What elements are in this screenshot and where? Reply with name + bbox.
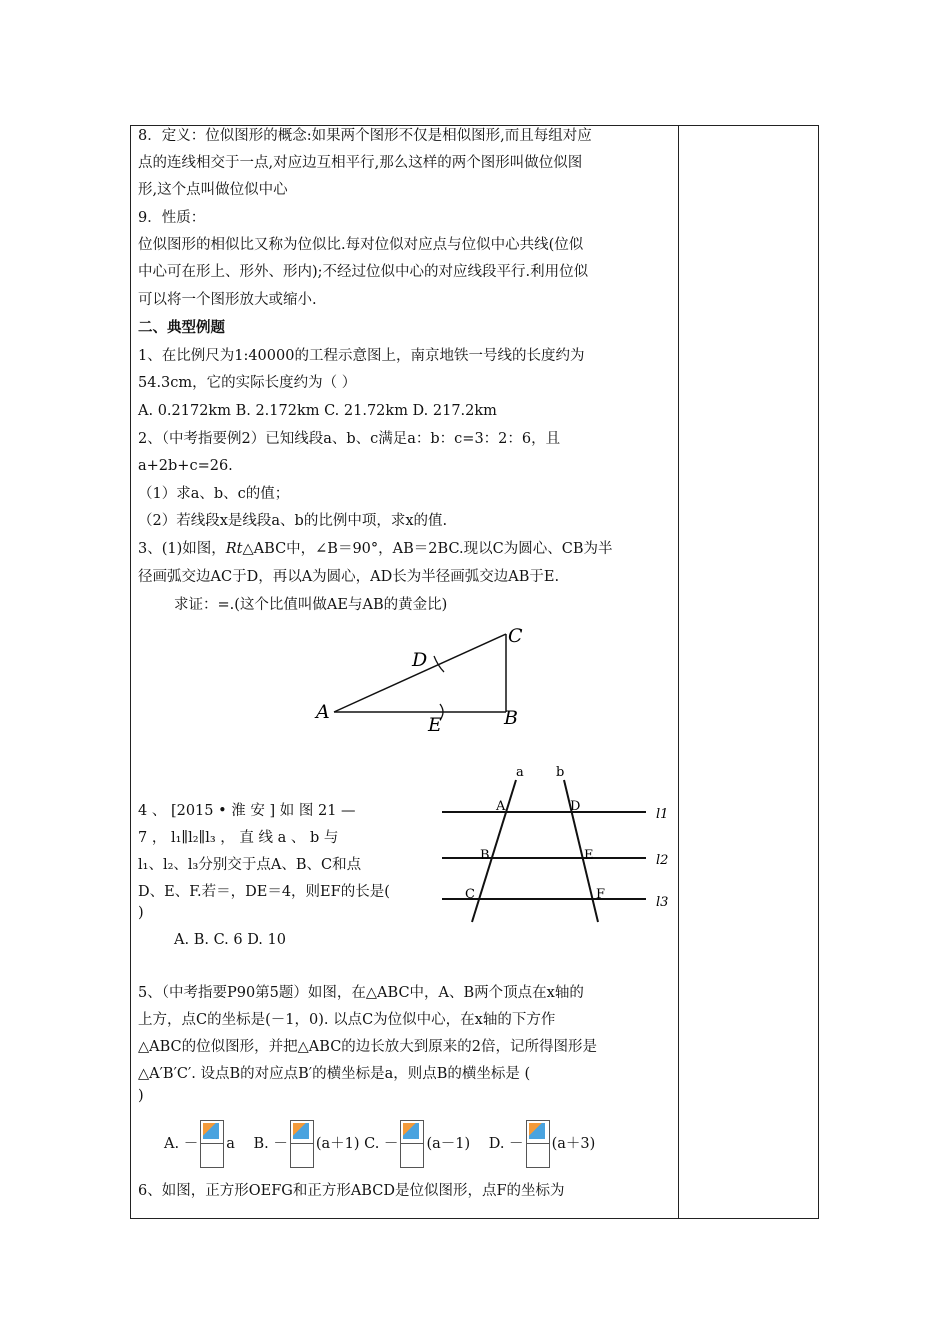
q4-line-5: ): [138, 905, 144, 921]
label-A: A: [316, 701, 330, 723]
label-A4: A: [496, 799, 506, 814]
q1-options: A. 0.2172km B. 2.172km C. 21.72km D. 217.2km: [138, 403, 497, 419]
q5-line-1: 5、（中考指要P90第5题）如图，在△ABC中，A、B两个顶点在x轴的: [138, 985, 584, 1001]
q3-proof: 求证：=.(这个比值叫做AE与AB的黄金比): [174, 597, 448, 613]
q2-line-2: a+2b+c=26.: [138, 458, 233, 474]
label-l2: l2: [656, 853, 669, 868]
q5-line-2: 上方，点C的坐标是(－1，0). 以点C为位似中心，在x轴的下方作: [138, 1012, 556, 1028]
q1-line-2: 54.3cm，它的实际长度约为（ ）: [138, 375, 357, 391]
section-heading: 二、典型例题: [138, 319, 225, 336]
q3-prefix: 3、(1)如图，: [138, 541, 226, 557]
q3-line-2: 径画弧交边AC于D，再以A为圆心，AD长为半径画弧交边AB于E.: [138, 569, 560, 585]
q3-rt: Rt: [225, 541, 243, 557]
label-E: E: [428, 714, 442, 736]
fraction-image: [400, 1120, 424, 1168]
def-line-3: 形,这个点叫做位似中心: [138, 182, 288, 198]
q2-part-2: （2）若线段x是线段a、b的比例中项，求x的值.: [138, 513, 448, 529]
label-B: B: [504, 707, 518, 729]
label-C4: C: [465, 887, 475, 902]
label-F4: F: [596, 887, 606, 902]
q4-line-4: D、E、F.若＝，DE＝4，则EF的长是(: [138, 884, 390, 900]
label-C: C: [508, 625, 523, 647]
q4-line-2: 7 ， l₁∥l₂∥l₃ ， 直 线 a 、 b 与: [138, 830, 339, 846]
label-a: a: [516, 765, 524, 780]
q5-line-5: ): [138, 1088, 144, 1104]
property-line-2: 中心可在形上、形外、形内);不经过位似中心的对应线段平行.利用位似: [138, 264, 589, 280]
parallel-lines-figure: [436, 760, 676, 925]
property-heading: 9．性质：: [138, 210, 206, 226]
q5-option-d: D. － (a＋3): [489, 1120, 596, 1168]
q5-line-3: △ABC的位似图形，并把△ABC的边长放大到原来的2倍，记所得图形是: [138, 1039, 598, 1055]
label-l3: l3: [656, 895, 669, 910]
label-l1: l1: [656, 807, 669, 822]
q3-line-1: [138, 539, 612, 559]
q5-option-c: C. － (a－1): [364, 1120, 470, 1168]
label-D4: D: [570, 799, 581, 814]
q5-option-b: B. － (a＋1): [253, 1120, 359, 1168]
def-line-1: 8．定义：位似图形的概念:如果两个图形不仅是相似图形,而且每组对应: [138, 128, 592, 144]
label-b: b: [556, 765, 565, 780]
q5-options: [164, 1120, 595, 1168]
column-divider: [678, 125, 679, 1219]
q4-line-1: 4 、 [2015 • 淮 安 ] 如 图 21 —: [138, 803, 356, 819]
property-line-1: 位似图形的相似比又称为位似比.每对位似对应点与位似中心共线(位似: [138, 237, 584, 253]
fraction-image: [526, 1120, 550, 1168]
fraction-image: [200, 1120, 224, 1168]
q5-line-4: △A′B′C′. 设点B的对应点B′的横坐标是a，则点B的横坐标是 (: [138, 1066, 531, 1082]
label-D: D: [412, 649, 428, 671]
q2-line-1: 2、（中考指要例2）已知线段a、b、c满足a：b：c=3：2：6，且: [138, 431, 561, 447]
label-E4: E: [584, 848, 594, 863]
q1-line-1: 1、在比例尺为1:40000的工程示意图上，南京地铁一号线的长度约为: [138, 348, 585, 364]
q2-part-1: （1）求a、b、c的值；: [138, 486, 290, 502]
label-B4: B: [480, 848, 490, 863]
def-line-2: 点的连线相交于一点,对应边互相平行,那么这样的两个图形叫做位似图: [138, 155, 583, 171]
q6-line-1: 6、如图，正方形OEFG和正方形ABCD是位似图形，点F的坐标为: [138, 1183, 565, 1199]
triangle-figure: [310, 620, 540, 740]
q4-line-3: l₁、l₂、l₃分别交于点A、B、C和点: [138, 857, 362, 873]
q4-options: A. B. C. 6 D. 10: [174, 932, 286, 948]
fraction-image: [290, 1120, 314, 1168]
q5-option-a: A. － a: [164, 1120, 235, 1168]
q3-rest: △ABC中，∠B＝90°，AB＝2BC.现以C为圆心、CB为半: [242, 541, 613, 557]
property-line-3: 可以将一个图形放大或缩小.: [138, 292, 317, 308]
